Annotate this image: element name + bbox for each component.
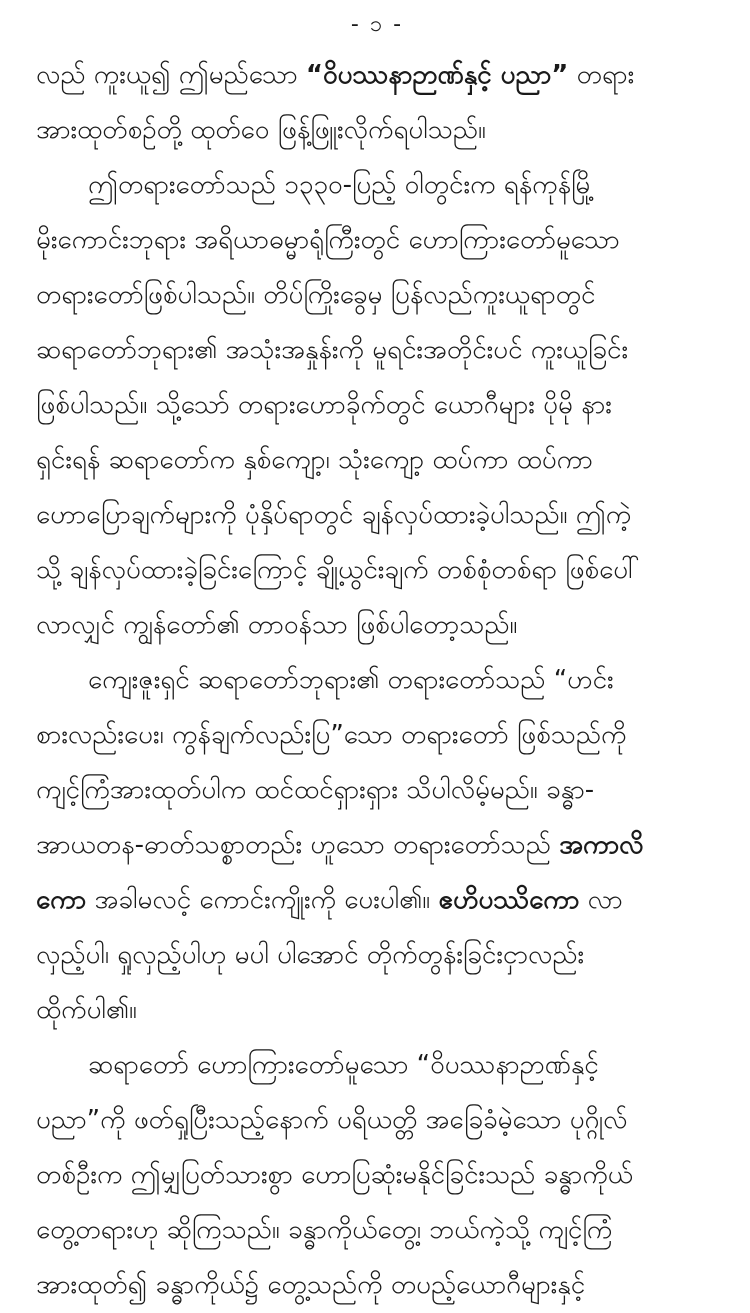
text-line xyxy=(36,378,718,433)
text-segment: တွေ့တရားဟု ဆိုကြသည်။ ခန္ဓာကိုယ်တွေ့၊ ဘယ်ကဲ့သို့ ကျင့်ကြံ xyxy=(36,1215,613,1245)
text-line xyxy=(36,48,718,103)
text-segment: လာလျှင် ကျွန်တော်၏ တာဝန်သာ ဖြစ်ပါတော့သည်။ xyxy=(36,610,518,640)
text-line xyxy=(36,983,718,1038)
bold-text-segment: ဧဟိပဿိကော xyxy=(438,885,580,915)
text-line xyxy=(36,928,718,983)
text-segment: လည် ကူးယူ၍ ဤမည်သော xyxy=(36,60,306,90)
text-segment: ဖြစ်ပါသည်။ သို့သော် တရားဟောခိုက်တွင် ယောဂီများ ပိုမို နား xyxy=(36,390,612,420)
text-segment: စားလည်းပေး၊ ကွန်ချက်လည်းပြ”သော တရားတော် ဖြစ်သည်ကို xyxy=(36,720,627,750)
text-line xyxy=(36,1258,718,1313)
text-segment: လှည့်ပါ၊ ရှုလှည့်ပါဟု မပါ ပါအောင် တိုက်တွန်းခြင်းငှာလည်း xyxy=(36,940,585,970)
text-line xyxy=(36,1203,718,1258)
text-line xyxy=(36,598,718,653)
text-segment: သို့ ချန်လှပ်ထားခဲ့ခြင်းကြောင့် ချို့ယွင်းချက် တစ်စုံတစ်ရာ ဖြစ်ပေါ် xyxy=(36,555,640,585)
text-line xyxy=(36,1148,718,1203)
text-segment: အားထုတ်၍ ခန္ဓာကိုယ်၌ တွေ့သည်ကို တပည့်ယောဂီများနှင့် xyxy=(36,1270,586,1300)
text-segment: တရားတော်ဖြစ်ပါသည်။ တိပ်ကြိုးခွေမှ ပြန်လည်ကူးယူရာတွင် xyxy=(36,280,596,310)
text-line xyxy=(36,488,718,543)
text-segment: ဆရာတော်ဘုရား၏ အသုံးအနှုန်းကို မူရင်းအတိုင်းပင် ကူးယူခြင်း xyxy=(36,335,629,365)
text-line xyxy=(36,873,718,928)
text-line xyxy=(36,1093,718,1148)
text-line xyxy=(36,818,718,873)
page-number: - ၁ - xyxy=(350,12,404,37)
text-segment: အခါမလင့် ကောင်းကျိုးကို ပေးပါ၏။ xyxy=(86,885,439,915)
body-text xyxy=(36,48,718,1313)
text-segment: တစ်ဦးက ဤမျှပြတ်သားစွာ ဟောပြဆုံးမနိုင်ခြင်းသည် ခန္ဓာကိုယ် xyxy=(36,1160,633,1190)
text-segment: ထိုက်ပါ၏။ xyxy=(36,995,137,1025)
text-line xyxy=(36,213,718,268)
text-segment: အားထုတ်စဉ်တို့ ထုတ်ဝေ ဖြန့်ဖြူးလိုက်ရပါသည်။ xyxy=(36,115,486,145)
text-line xyxy=(36,158,718,213)
text-segment: ဤတရားတော်သည် ၁၃၃၀-ပြည့် ဝါတွင်းက ရန်ကုန်မြို့ xyxy=(88,170,595,200)
bold-text-segment: “ဝိပဿနာဉာဏ်နှင့် ပညာ” xyxy=(305,60,569,90)
text-segment: ဟောပြောချက်များကို ပုံနှိပ်ရာတွင် ချန်လှပ်ထားခဲ့ပါသည်။ ဤကဲ့ xyxy=(36,500,632,530)
text-line xyxy=(36,543,718,598)
text-line xyxy=(36,708,718,763)
text-segment: ဆရာတော် ဟောကြားတော်မူသော “ဝိပဿနာဉာဏ်နှင့် xyxy=(88,1050,599,1080)
bold-text-segment: အကာလိ xyxy=(559,830,644,860)
text-line xyxy=(36,1038,718,1093)
text-line xyxy=(36,323,718,378)
text-line xyxy=(36,763,718,818)
text-segment: အာယတန-ဓာတ်သစ္စာတည်း ဟူသော တရားတော်သည် xyxy=(36,830,560,860)
text-segment: မိုးကောင်းဘုရား အရိယာဓမ္မာရုံကြီးတွင် ဟောကြားတော်မူသော xyxy=(36,225,620,255)
bold-text-segment: ကော xyxy=(36,885,87,915)
text-line xyxy=(36,268,718,323)
text-segment: ကျေးဇူးရှင် ဆရာတော်ဘုရား၏ တရားတော်သည် “ဟင်း xyxy=(88,665,614,695)
text-line xyxy=(36,433,718,488)
text-segment: တရား xyxy=(568,60,635,90)
text-segment: လာ xyxy=(579,885,623,915)
text-segment: ရှင်းရန် ဆရာတော်က နှစ်ကျော့၊ သုံးကျော့ ထပ်ကာ ထပ်ကာ xyxy=(36,445,593,475)
text-line xyxy=(36,103,718,158)
text-segment: ကျင့်ကြံအားထုတ်ပါက ထင်ထင်ရှားရှား သိပါလိမ့်မည်။ ခန္ဓာ- xyxy=(36,775,595,805)
text-line xyxy=(36,653,718,708)
text-segment: ပညာ”ကို ဖတ်ရှုပြီးသည့်နောက် ပရိယတ္တိ အခြေခံမဲ့သော ပုဂ္ဂိုလ် xyxy=(36,1105,628,1135)
